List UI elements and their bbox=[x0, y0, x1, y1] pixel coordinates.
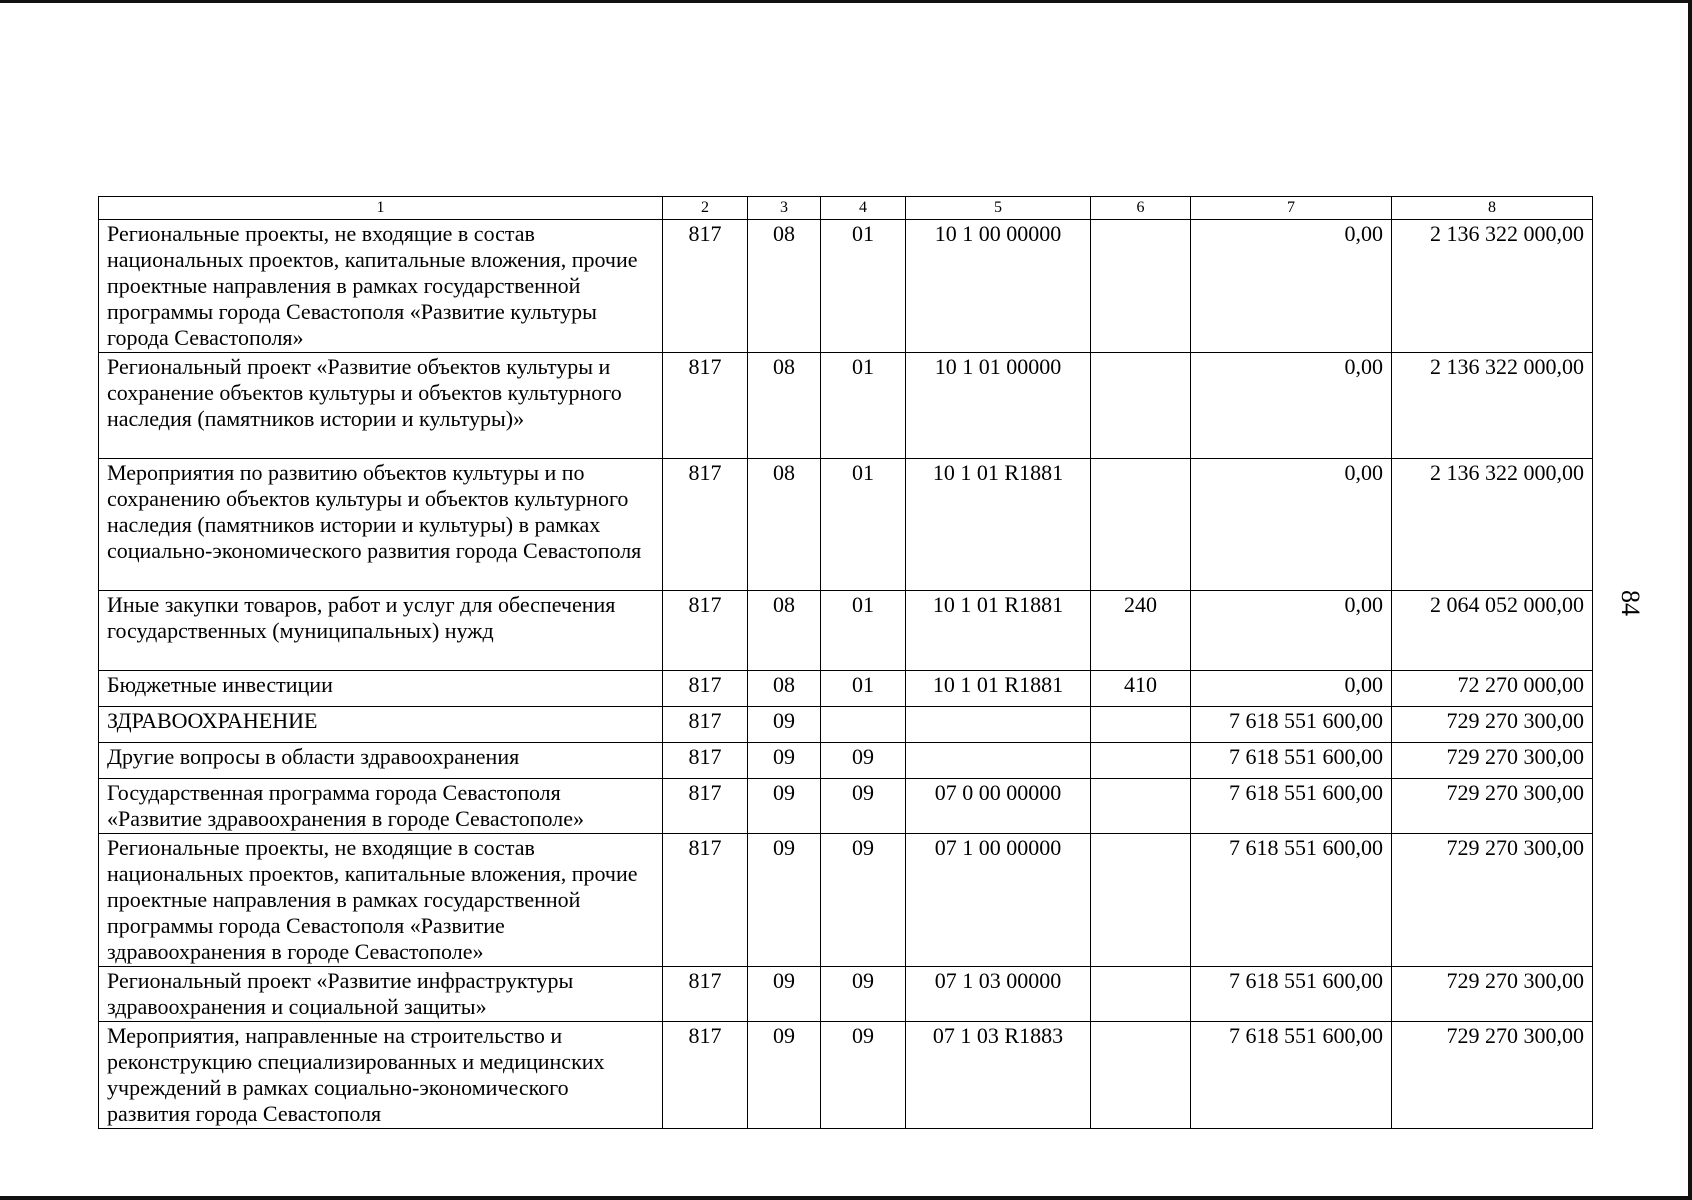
row-code-expense-type bbox=[1091, 743, 1191, 779]
table-row bbox=[99, 707, 1593, 743]
row-code-subsection: 01 bbox=[821, 353, 906, 459]
header-cell: 8 bbox=[1392, 197, 1593, 220]
row-name: Другие вопросы в области здравоохранения bbox=[99, 743, 663, 779]
row-code-expense-type bbox=[1091, 1022, 1191, 1129]
row-code-expense-type bbox=[1091, 779, 1191, 834]
row-code-expense-type: 240 bbox=[1091, 591, 1191, 671]
row-code-subsection: 01 bbox=[821, 591, 906, 671]
row-amount-col8: 729 270 300,00 bbox=[1392, 707, 1593, 743]
row-code-subsection: 01 bbox=[821, 671, 906, 707]
row-code-section: 08 bbox=[748, 353, 821, 459]
row-name: Иные закупки товаров, работ и услуг для обеспечения государственных (муниципальных) нужд bbox=[99, 591, 663, 671]
row-code-admin: 817 bbox=[663, 779, 748, 834]
row-code-expense-type bbox=[1091, 353, 1191, 459]
header-cell: 7 bbox=[1191, 197, 1392, 220]
row-code-admin: 817 bbox=[663, 591, 748, 671]
row-code-target: 10 1 01 R1881 bbox=[906, 459, 1091, 591]
row-amount-col8: 729 270 300,00 bbox=[1392, 743, 1593, 779]
table-row bbox=[99, 220, 1593, 353]
row-amount-col8: 729 270 300,00 bbox=[1392, 967, 1593, 1022]
row-code-admin: 817 bbox=[663, 353, 748, 459]
row-code-expense-type bbox=[1091, 220, 1191, 353]
row-code-section: 09 bbox=[748, 779, 821, 834]
row-amount-col7: 0,00 bbox=[1191, 591, 1392, 671]
row-code-target bbox=[906, 707, 1091, 743]
row-code-section: 09 bbox=[748, 1022, 821, 1129]
table-row bbox=[99, 967, 1593, 1022]
header-cell: 5 bbox=[906, 197, 1091, 220]
row-amount-col7: 0,00 bbox=[1191, 459, 1392, 591]
row-code-section: 09 bbox=[748, 743, 821, 779]
row-code-target: 10 1 01 R1881 bbox=[906, 591, 1091, 671]
row-amount-col8: 2 136 322 000,00 bbox=[1392, 220, 1593, 353]
row-name: ЗДРАВООХРАНЕНИЕ bbox=[99, 707, 663, 743]
row-name: Региональные проекты, не входящие в состав национальных проектов, капитальные вложения, прочие проектные направления в рамках государственной программы города Севастополя «Развитие здравоохранения в городе Севастополе» bbox=[99, 834, 663, 967]
row-code-target: 07 0 00 00000 bbox=[906, 779, 1091, 834]
row-code-section: 08 bbox=[748, 220, 821, 353]
row-code-subsection: 09 bbox=[821, 1022, 906, 1129]
row-code-subsection: 09 bbox=[821, 834, 906, 967]
row-code-target: 07 1 03 00000 bbox=[906, 967, 1091, 1022]
row-code-expense-type: 410 bbox=[1091, 671, 1191, 707]
row-code-subsection: 09 bbox=[821, 743, 906, 779]
header-cell: 4 bbox=[821, 197, 906, 220]
row-code-target: 10 1 01 00000 bbox=[906, 353, 1091, 459]
row-code-expense-type bbox=[1091, 834, 1191, 967]
page-number: 84 bbox=[1616, 590, 1645, 616]
header-cell: 3 bbox=[748, 197, 821, 220]
budget-table bbox=[98, 196, 1593, 1129]
row-code-admin: 817 bbox=[663, 707, 748, 743]
header-cell: 2 bbox=[663, 197, 748, 220]
row-code-subsection: 01 bbox=[821, 459, 906, 591]
row-name: Государственная программа города Севастополя «Развитие здравоохранения в городе Севастополе» bbox=[99, 779, 663, 834]
row-code-admin: 817 bbox=[663, 220, 748, 353]
row-amount-col8: 2 064 052 000,00 bbox=[1392, 591, 1593, 671]
row-amount-col8: 729 270 300,00 bbox=[1392, 834, 1593, 967]
table-row bbox=[99, 353, 1593, 459]
row-name: Региональные проекты, не входящие в состав национальных проектов, капитальные вложения, прочие проектные направления в рамках государственной программы города Севастополя «Развитие культуры города Севастополя» bbox=[99, 220, 663, 353]
row-amount-col7: 7 618 551 600,00 bbox=[1191, 707, 1392, 743]
row-code-admin: 817 bbox=[663, 671, 748, 707]
row-code-expense-type bbox=[1091, 967, 1191, 1022]
row-amount-col8: 729 270 300,00 bbox=[1392, 1022, 1593, 1129]
scan-edge-top bbox=[0, 0, 1692, 3]
row-amount-col7: 7 618 551 600,00 bbox=[1191, 743, 1392, 779]
row-code-expense-type bbox=[1091, 707, 1191, 743]
row-amount-col8: 729 270 300,00 bbox=[1392, 779, 1593, 834]
row-code-section: 08 bbox=[748, 671, 821, 707]
row-code-target: 07 1 03 R1883 bbox=[906, 1022, 1091, 1129]
row-amount-col7: 0,00 bbox=[1191, 220, 1392, 353]
row-code-target: 10 1 00 00000 bbox=[906, 220, 1091, 353]
header-cell: 6 bbox=[1091, 197, 1191, 220]
row-name: Мероприятия по развитию объектов культуры и по сохранению объектов культуры и объектов культурного наследия (памятников истории и культуры) в рамках социально-экономического развития города Севастополя bbox=[99, 459, 663, 591]
row-amount-col8: 2 136 322 000,00 bbox=[1392, 459, 1593, 591]
row-code-section: 08 bbox=[748, 591, 821, 671]
row-code-admin: 817 bbox=[663, 1022, 748, 1129]
row-amount-col7: 7 618 551 600,00 bbox=[1191, 834, 1392, 967]
row-code-subsection: 09 bbox=[821, 967, 906, 1022]
table-row bbox=[99, 1022, 1593, 1129]
row-code-section: 08 bbox=[748, 459, 821, 591]
table-row bbox=[99, 779, 1593, 834]
row-amount-col7: 0,00 bbox=[1191, 671, 1392, 707]
table-row bbox=[99, 459, 1593, 591]
row-code-target: 10 1 01 R1881 bbox=[906, 671, 1091, 707]
row-amount-col7: 7 618 551 600,00 bbox=[1191, 779, 1392, 834]
table-header-row bbox=[99, 197, 1593, 220]
row-code-section: 09 bbox=[748, 707, 821, 743]
row-amount-col7: 0,00 bbox=[1191, 353, 1392, 459]
row-code-admin: 817 bbox=[663, 743, 748, 779]
row-code-section: 09 bbox=[748, 967, 821, 1022]
row-code-expense-type bbox=[1091, 459, 1191, 591]
row-code-admin: 817 bbox=[663, 967, 748, 1022]
table-row bbox=[99, 834, 1593, 967]
row-name: Региональный проект «Развитие объектов культуры и сохранение объектов культуры и объектов культурного наследия (памятников истории и культуры)» bbox=[99, 353, 663, 459]
row-code-subsection bbox=[821, 707, 906, 743]
row-amount-col8: 72 270 000,00 bbox=[1392, 671, 1593, 707]
row-amount-col7: 7 618 551 600,00 bbox=[1191, 967, 1392, 1022]
table-row bbox=[99, 743, 1593, 779]
row-code-admin: 817 bbox=[663, 459, 748, 591]
row-amount-col8: 2 136 322 000,00 bbox=[1392, 353, 1593, 459]
row-name: Региональный проект «Развитие инфраструктуры здравоохранения и социальной защиты» bbox=[99, 967, 663, 1022]
scan-edge-bottom bbox=[0, 1196, 1692, 1200]
row-name: Мероприятия, направленные на строительство и реконструкцию специализированных и медицинских учреждений в рамках социально-экономического развития города Севастополя bbox=[99, 1022, 663, 1129]
header-cell: 1 bbox=[99, 197, 663, 220]
table-row bbox=[99, 671, 1593, 707]
row-code-target bbox=[906, 743, 1091, 779]
table-row bbox=[99, 591, 1593, 671]
scan-edge-right bbox=[1688, 0, 1692, 1200]
budget-table-container bbox=[98, 196, 1593, 1129]
row-code-admin: 817 bbox=[663, 834, 748, 967]
row-name: Бюджетные инвестиции bbox=[99, 671, 663, 707]
row-code-target: 07 1 00 00000 bbox=[906, 834, 1091, 967]
row-code-section: 09 bbox=[748, 834, 821, 967]
row-code-subsection: 01 bbox=[821, 220, 906, 353]
row-amount-col7: 7 618 551 600,00 bbox=[1191, 1022, 1392, 1129]
row-code-subsection: 09 bbox=[821, 779, 906, 834]
